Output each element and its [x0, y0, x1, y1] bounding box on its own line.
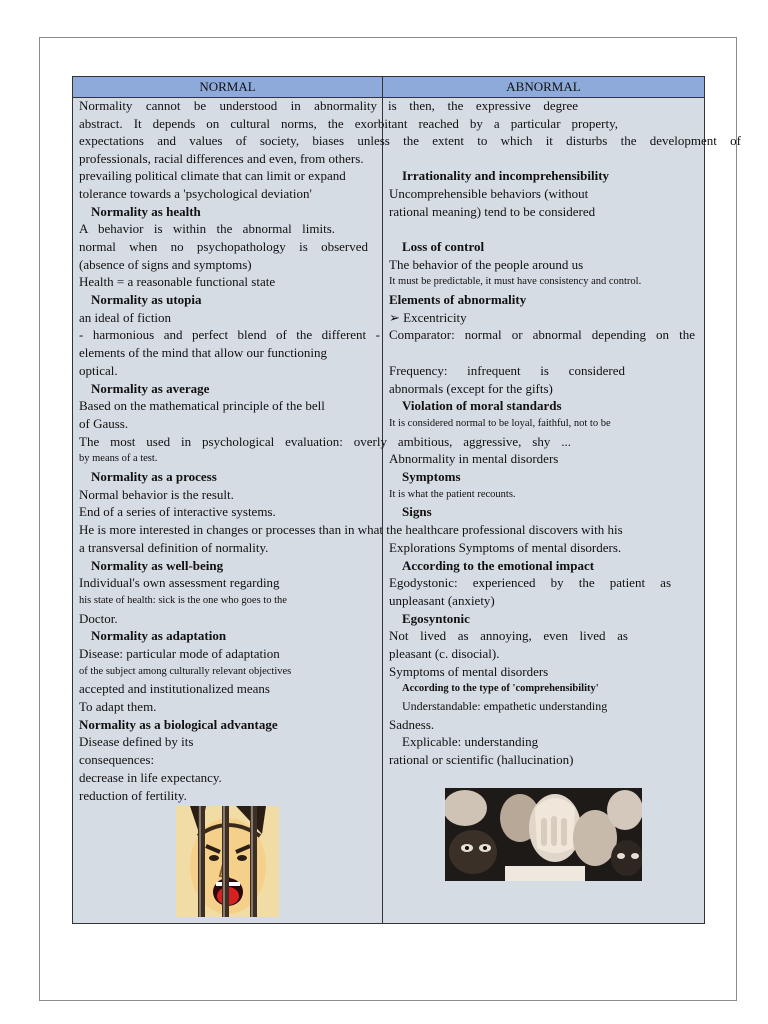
left-text: Individual's own assessment regarding — [79, 575, 280, 590]
left-heading: Normality as adaptation — [91, 628, 227, 643]
left-text: Disease defined by its — [79, 734, 194, 749]
right-heading: Symptoms — [402, 469, 461, 484]
right-text-small: It is considered normal to be loyal, faithful, not to be — [389, 418, 611, 429]
table-header — [73, 77, 704, 98]
header-abnormal: ABNORMAL — [506, 79, 581, 94]
right-text: Comparator: normal or abnormal depending on the — [389, 327, 695, 342]
right-heading: Violation of moral standards — [402, 398, 562, 413]
left-heading: Normality as average — [91, 381, 210, 396]
screaming-man-behind-bars-illustration — [176, 806, 279, 917]
left-text: reduction of fertility. — [79, 788, 187, 803]
left-text: elements of the mind that allow our functioning — [79, 345, 328, 360]
intro-line-3: expectations and values of society, biases unless the extent to which it disturbs the development of — [79, 133, 741, 148]
left-heading: Normality as health — [91, 204, 201, 219]
right-text: abnormals (except for the gifts) — [389, 381, 553, 396]
left-text: End of a series of interactive systems. — [79, 504, 276, 519]
left-text: consequences: — [79, 752, 155, 767]
intro-line-2: abstract. It depends on cultural norms, the exorbitant reached by a particular property, — [79, 116, 618, 131]
left-text: prevailing political climate that can limit or expand — [79, 168, 346, 183]
right-heading: Egosyntonic — [402, 611, 470, 626]
left-text: tolerance towards a 'psychological deviation' — [79, 186, 312, 201]
right-text: The behavior of the people around us — [389, 257, 584, 272]
right-heading: Elements of abnormality — [389, 292, 527, 307]
left-heading: Normality as utopia — [91, 292, 202, 307]
right-text: Egodystonic: experienced by the patient as — [389, 575, 671, 590]
left-text: Based on the mathematical principle of the bell — [79, 398, 325, 413]
left-text: a transversal definition of normality. — [79, 540, 269, 555]
column-divider — [382, 77, 383, 923]
left-heading: Normality as a process — [91, 469, 217, 484]
left-text-small: of the subject among culturally relevant objectives — [79, 666, 292, 677]
left-text: A behavior is within the abnormal limits. — [79, 221, 335, 236]
right-text: pleasant (c. disocial). — [389, 646, 500, 661]
right-text: ➢ Excentricity — [389, 310, 467, 325]
left-text-wide: He is more interested in changes or processes than in what the healthcare professional discovers with his — [79, 522, 623, 537]
left-text: of Gauss. — [79, 416, 129, 431]
right-text: Uncomprehensible behaviors (without — [389, 186, 589, 201]
left-text: decrease in life expectancy. — [79, 770, 222, 785]
right-text: Frequency: infrequent is considered — [389, 363, 625, 378]
left-text-wide: The most used in psychological evaluation: overly ambitious, aggressive, shy ... — [79, 434, 571, 449]
right-heading: According to the emotional impact — [402, 558, 595, 573]
left-text: (absence of signs and symptoms) — [79, 257, 252, 272]
left-text: an ideal of fiction — [79, 310, 172, 325]
left-text: Disease: particular mode of adaptation — [79, 646, 280, 661]
right-text: Explicable: understanding — [402, 734, 539, 749]
right-text-small: It is what the patient recounts. — [389, 489, 516, 500]
right-heading: Loss of control — [402, 239, 485, 254]
right-heading-small: According to the type of 'comprehensibility' — [402, 683, 599, 694]
intro-line-4: professionals, racial differences and even, from others. — [79, 151, 364, 166]
right-heading: Irrationality and incomprehensibility — [402, 168, 610, 183]
frightened-people-covering-faces-photo — [445, 788, 642, 881]
left-text: accepted and institutionalized means — [79, 681, 270, 696]
intro-line-1b: is then, the expressive degree — [388, 98, 578, 113]
right-text: Symptoms of mental disorders — [389, 664, 549, 679]
right-text: unpleasant (anxiety) — [389, 593, 495, 608]
right-text: Sadness. — [389, 717, 435, 732]
right-heading: Signs — [402, 504, 432, 519]
left-text: Doctor. — [79, 611, 118, 626]
header-normal: NORMAL — [199, 79, 256, 94]
left-text-small: by means of a test. — [79, 453, 158, 464]
left-heading: Normality as well-being — [91, 558, 224, 573]
right-text: Understandable: empathetic understanding — [402, 699, 608, 713]
left-text: To adapt them. — [79, 699, 157, 714]
right-text: Abnormality in mental disorders — [389, 451, 559, 466]
intro-line-1a: Normality cannot be understood in abnormality — [79, 98, 377, 113]
left-text: Health = a reasonable functional state — [79, 274, 276, 289]
right-text: Explorations Symptoms of mental disorders. — [389, 540, 622, 555]
left-heading: Normality as a biological advantage — [79, 717, 278, 732]
left-text: - harmonious and perfect blend of the different - — [79, 327, 380, 342]
right-text: rational meaning) tend to be considered — [389, 204, 596, 219]
right-text: rational or scientific (hallucination) — [389, 752, 574, 767]
right-text-small: It must be predictable, it must have consistency and control. — [389, 276, 642, 287]
left-text: optical. — [79, 363, 118, 378]
right-text: Not lived as annoying, even lived as — [389, 628, 628, 643]
left-text: Normal behavior is the result. — [79, 487, 234, 502]
left-text-small: his state of health: sick is the one who goes to the — [79, 595, 287, 606]
left-text: normal when no psychopathology is observed — [79, 239, 368, 254]
